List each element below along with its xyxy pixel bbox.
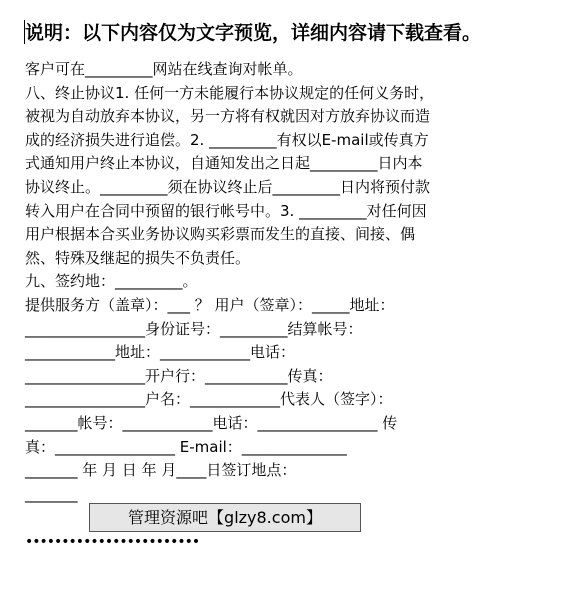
doc-line: 成的经济损失进行追偿。2. _________有权以E-mail或传真方 bbox=[25, 130, 429, 149]
doc-line: ____________地址：____________电话： bbox=[25, 343, 296, 362]
doc-line: 真：________________ E-mail：______________ bbox=[25, 437, 347, 456]
doc-line: ________________户名：____________代表人（签字）： bbox=[25, 390, 393, 409]
doc-line: 九、签约地：_________。 bbox=[25, 272, 198, 291]
doc-line: ________________开户行：___________传真： bbox=[25, 366, 333, 385]
doc-line: 被视为自动放弃本协议，另一方将有权就因对方放弃协议而造 bbox=[25, 107, 431, 126]
doc-line: 转入用户在合同中预留的银行帐号中。3. _________对任何因 bbox=[25, 201, 427, 220]
watermark-label: 管理资源吧【glzy8.com】 bbox=[89, 503, 361, 532]
doc-line: 协议终止。_________须在协议终止后_________日内将预付款 bbox=[25, 177, 431, 196]
doc-line: 八、终止协议1. 任何一方未能履行本协议规定的任何义务时， bbox=[25, 83, 435, 102]
dot-leader: •••••••••••••••••••••••• bbox=[25, 534, 200, 550]
doc-line: 客户可在_________网站在线查询对帐单。 bbox=[25, 60, 303, 78]
document-body bbox=[25, 58, 565, 506]
doc-line: _______帐号：____________电话：________________ 传 bbox=[25, 413, 398, 432]
doc-line: _______ bbox=[25, 484, 78, 503]
doc-line: 然、特殊及继起的损失不负责任。 bbox=[25, 248, 251, 267]
doc-line: 提供服务方（盖章）：___ ？ 用户（签章）：_____地址： bbox=[25, 295, 395, 314]
doc-line: _______ 年 月 日 年 月____日签订地点： bbox=[25, 461, 297, 480]
doc-line: ________________身份证号：_________结算帐号： bbox=[25, 319, 363, 338]
preview-notice: 说明：以下内容仅为文字预览，详细内容请下载查看。 bbox=[25, 22, 482, 44]
doc-line: 式通知用户终止本协议，自通知发出之日起_________日内本 bbox=[25, 154, 423, 173]
doc-line: 用户根据本合买业务协议购买彩票而发生的直接、间接、偶 bbox=[25, 225, 416, 244]
